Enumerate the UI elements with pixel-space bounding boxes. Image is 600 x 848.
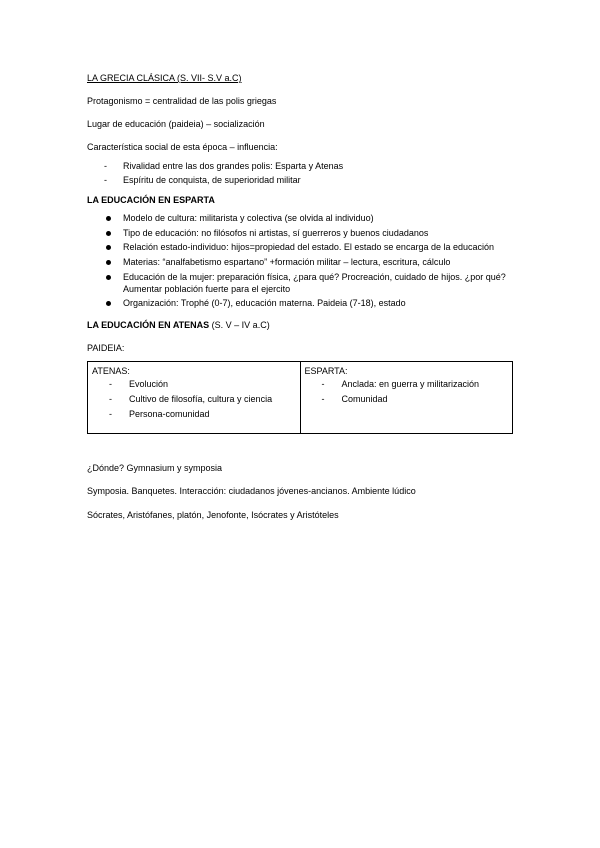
caracteristica-social-line: Característica social de esta época – influencia: bbox=[87, 142, 278, 153]
atenas-heading bbox=[87, 319, 517, 331]
esparta-items-list bbox=[305, 378, 509, 405]
list-item: - Comunidad bbox=[305, 393, 509, 405]
list-item: - Anclada: en guerra y militarización bbox=[305, 378, 509, 390]
table-row bbox=[88, 361, 513, 434]
list-item: - Espíritu de conquista, de superioridad militar bbox=[87, 174, 517, 186]
list-item: - Persona-comunidad bbox=[92, 408, 296, 420]
list-item: - Rivalidad entre las dos grandes polis: Esparta y Atenas bbox=[87, 160, 517, 172]
atenas-cell bbox=[88, 361, 301, 434]
atenas-items-list bbox=[92, 378, 296, 420]
donde-line: ¿Dónde? Gymnasium y symposia bbox=[87, 463, 223, 474]
list-item: Organización: Trophé (0-7), educación materna. Paideia (7-18), estado bbox=[87, 297, 517, 309]
protagonismo-line: Protagonismo = centralidad de las polis griegas bbox=[87, 96, 277, 107]
esparta-list bbox=[87, 212, 517, 309]
autores-line: Sócrates, Aristófanes, platón, Jenofonte, Isócrates y Aristóteles bbox=[87, 509, 339, 520]
esparta-cell-header: ESPARTA: bbox=[304, 365, 348, 376]
list-item: Educación de la mujer: preparación física, ¿para qué? Procreación, cuidado de hijos. ¿por qué? Aumentar población fuerte para el ejercito bbox=[87, 271, 517, 295]
list-item: Materias: “analfabetismo espartano” +formación militar – lectura, escritura, cálculo bbox=[87, 256, 517, 268]
list-item: Relación estado-individuo: hijos=propiedad del estado. El estado se encarga de la educación bbox=[87, 241, 517, 253]
atenas-cell-header: ATENAS: bbox=[92, 365, 130, 376]
esparta-heading: LA EDUCACIÓN EN ESPARTA bbox=[87, 194, 215, 205]
atenas-heading-bold: LA EDUCACIÓN EN ATENAS bbox=[87, 320, 210, 331]
paideia-comparison-table bbox=[87, 361, 513, 435]
esparta-cell bbox=[300, 361, 513, 434]
paideia-label: PAIDEIA: bbox=[87, 342, 125, 353]
lugar-educacion-line: Lugar de educación (paideia) – socialización bbox=[87, 119, 265, 130]
document-page bbox=[87, 72, 517, 532]
atenas-heading-dates: (S. V – IV a.C) bbox=[209, 320, 270, 331]
list-item: Modelo de cultura: militarista y colectiva (se olvida al individuo) bbox=[87, 212, 517, 224]
influencia-list bbox=[87, 160, 517, 186]
symposia-line: Symposia. Banquetes. Interacción: ciudadanos jóvenes-ancianos. Ambiente lúdico bbox=[87, 486, 416, 497]
list-item: - Cultivo de filosofía, cultura y ciencia bbox=[92, 393, 296, 405]
list-item: - Evolución bbox=[92, 378, 296, 390]
document-title: LA GRECIA CLÁSICA (S. VII- S.V a.C) bbox=[87, 73, 242, 83]
list-item: Tipo de educación: no filósofos ni artistas, sí guerreros y buenos ciudadanos bbox=[87, 227, 517, 239]
